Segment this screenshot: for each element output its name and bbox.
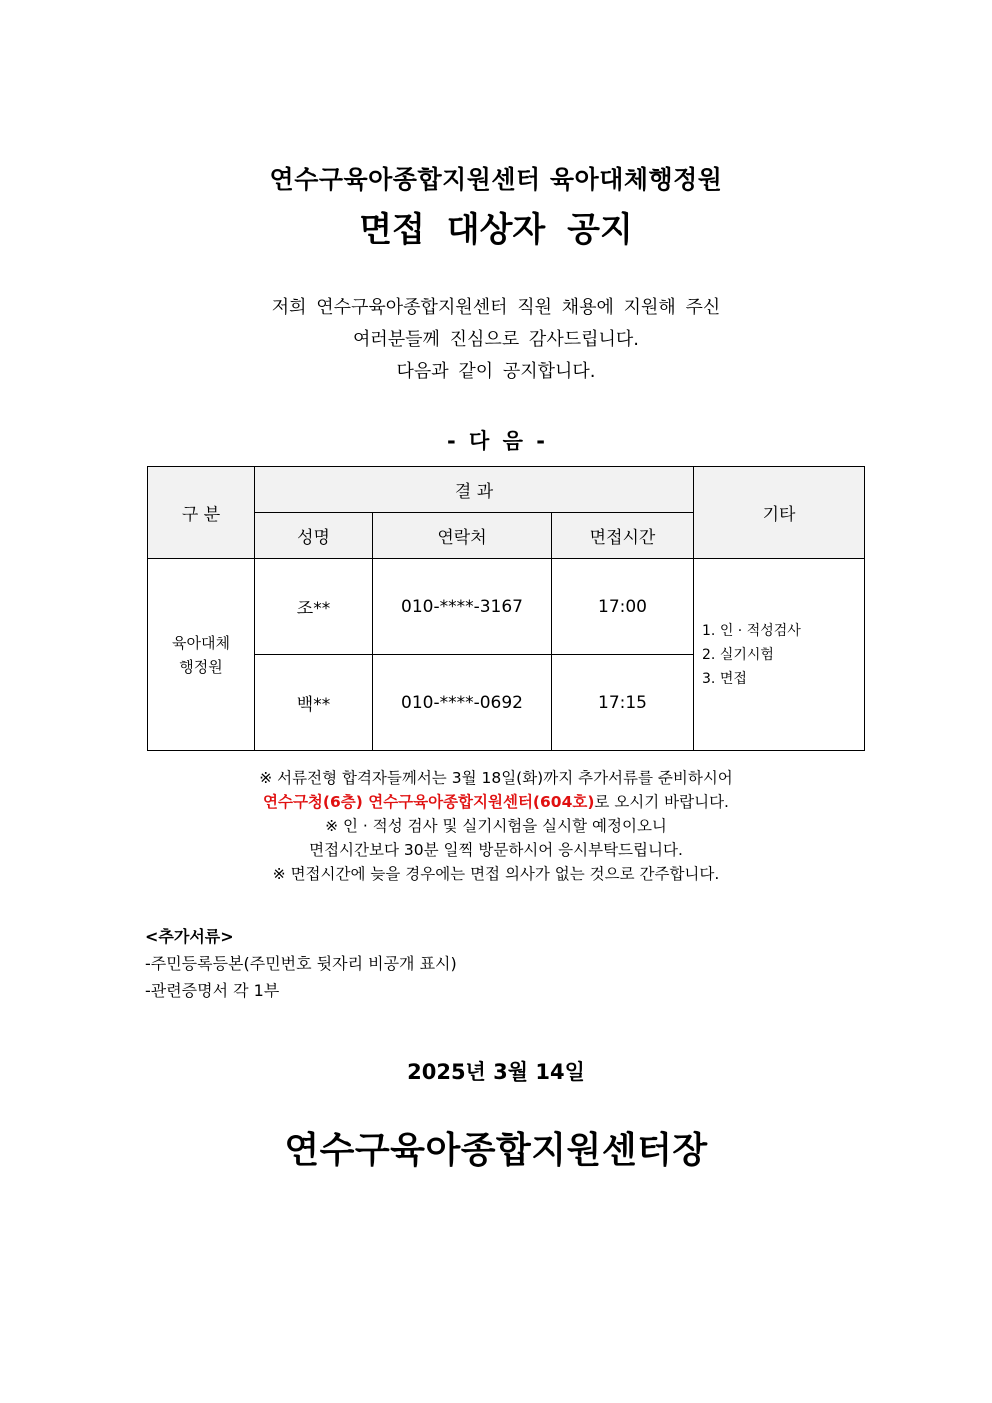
intro-line: 여러분들께 진심으로 감사드립니다. (353, 329, 639, 350)
header-time: 면접시간 (552, 513, 694, 559)
header-result: 결 과 (255, 467, 694, 513)
header-category: 구 분 (148, 467, 255, 559)
note-line: 면접시간보다 30분 일찍 방문하시어 응시부탁드립니다. (309, 841, 683, 859)
note-line: ※ 면접시간에 늦을 경우에는 면접 의사가 없는 것으로 간주합니다. (272, 865, 720, 883)
table-row (148, 559, 865, 655)
category-line: 행정원 (179, 657, 223, 676)
notice-date: 2025년 3월 14일 (407, 1060, 585, 1084)
header-etc: 기타 (694, 467, 865, 559)
extra-docs-item: -관련증명서 각 1부 (145, 981, 280, 1000)
title-line1: 연수구육아종합지원센터 육아대체행정원 (269, 165, 723, 194)
time-cell: 17:15 (552, 655, 694, 751)
name-cell: 백** (255, 655, 373, 751)
extra-docs-item: -주민등록등본(주민번호 뒷자리 비공개 표시) (145, 954, 457, 973)
extra-documents (145, 923, 457, 1004)
intro-paragraph (0, 292, 992, 388)
notice-notes (0, 766, 992, 886)
header-name: 성명 (255, 513, 373, 559)
note-line: ※ 서류전형 합격자들께서는 3월 18일(화)까지 추가서류를 준비하시어 (259, 769, 733, 787)
etc-item: 2. 실기시험 (702, 646, 774, 663)
interview-table (147, 466, 865, 751)
note-line (0, 790, 992, 814)
category-line: 육아대체 (172, 633, 230, 652)
intro-line: 저희 연수구육아종합지원센터 직원 채용에 지원해 주신 (271, 297, 721, 318)
location-highlight: 연수구청(6층) 연수구육아종합지원센터(604호) (263, 793, 595, 811)
contact-cell: 010-****-0692 (373, 655, 552, 751)
section-heading: - 다 음 - (447, 429, 545, 453)
page-title: 면접 대상자 공지 (359, 210, 633, 250)
note-text: 로 오시기 바랍니다. (594, 793, 729, 811)
name-cell: 조** (255, 559, 373, 655)
intro-line: 다음과 같이 공지합니다. (396, 361, 596, 382)
category-cell (148, 559, 255, 751)
extra-docs-heading: <추가서류> (145, 927, 234, 946)
time-cell: 17:00 (552, 559, 694, 655)
etc-item: 1. 인 · 적성검사 (702, 622, 801, 639)
etc-item: 3. 면접 (702, 670, 747, 687)
etc-cell (694, 559, 865, 751)
header-contact: 연락처 (373, 513, 552, 559)
note-line: ※ 인 · 적성 검사 및 실기시험을 실시할 예정이오니 (325, 817, 667, 835)
signature: 연수구육아종합지원센터장 (284, 1130, 708, 1171)
contact-cell: 010-****-3167 (373, 559, 552, 655)
